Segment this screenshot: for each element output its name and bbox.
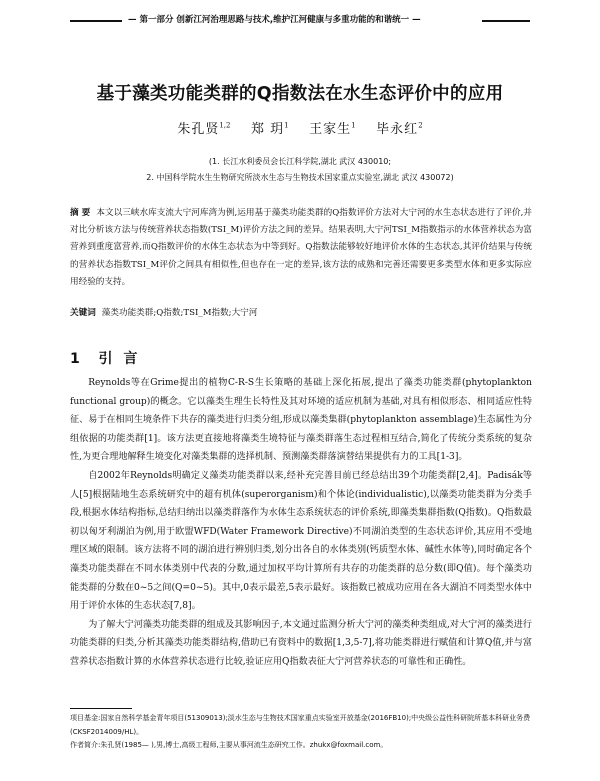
abstract-label: 摘 要: [70, 208, 91, 218]
footnotes: [70, 712, 532, 753]
footnote-funding: 项目基金:国家自然科学基金青年项目(51309013);淡水生态与生物技术国家重点实验室开放基金(2016FB10);中央级公益性科研院所基本科研业务费(CKSF2014009/HL)。: [70, 714, 531, 736]
author-list: [0, 118, 600, 137]
section-heading: [70, 348, 140, 368]
author-affiliation-mark: 1: [284, 121, 289, 130]
running-head-text: — 第一部分 创新江河治理思路与技术,维护江河健康与多重功能的和谐统一 —: [128, 15, 421, 25]
author-name: 毕永红: [376, 122, 419, 137]
paragraph: 为了解大宁河藻类功能类群的组成及其影响因子,本文通过监测分析大宁河的藻类种类组成,对大宁河的藻类进行功能类群的归类,分析其藻类功能类群结构,借助已有资料中的数据[1,3,5-7],将功能类群进行赋值和计算Q值,并与富营养状态指数计算的水体营养状态进行比较,验证应用Q指数表征大宁河营养状态的可靠性和正确性。: [70, 619, 532, 667]
running-head-rule-left: [70, 20, 122, 22]
abstract: [70, 205, 532, 291]
affiliation-line: 2. 中国科学院水生生物研究所淡水生态与生物技术国家重点实验室,湖北 武汉 430072): [146, 173, 454, 182]
author-affiliation-mark: 2: [418, 121, 423, 130]
abstract-text: 本文以三峡水库支流大宁河库湾为例,运用基于藻类功能类群的Q指数评价方法对大宁河的水生态状态进行了评价,并对比分析该方法与传统营养状态指数(TSI_M)评价方法之间的差异。结果表明,大宁河TSI_M指数指示的水体营养状态为富营养到重度富营养,而Q指数评价的水体生态状态为中等到好。Q指数法能够较好地评价水体的生态状态,其评价结果与传统的营养状态指数TSI_M评价之间具有相似性,但也存在一定的差异,该方法的成熟和完善还需要更多类型水体和更多实际应用经验的支持。: [70, 208, 532, 287]
footnote-rule: [70, 708, 132, 709]
paragraph: 自2002年Reynolds明确定义藻类功能类群以来,经补充完善目前已经总结出39个功能类群[2,4]。Padisák等人[5]根据陆地生态系统研究中的超有机体(superorganism)和个体论(individualistic),以藻类功能类群为分类手段,根据水体结构指标,总结归纳出以藻类群落作为水体生态系统状态的评价系统,即藻类集群指数(Q指数)。Q指数最初以匈牙利湖泊为例,用于欧盟WFD(Water Framework Directive)不同湖泊类型的生态状态评价,其应用不受地理区域的限制。该方法将不同的湖泊进行辨别归类,划分出各自的水体类别(钙质型水体、碱性水体等),同时确定各个藻类功能类群在不同水体类别中代表的分数,通过加权平均计算所有共存的功能类群的总分数(即Q值)。每个藻类功能类群的分数在0~5之间(Q=0~5)。其中,0表示最差,5表示最好。该指数已被成功应用在各大湖泊不同类型水体中用于评价水体的生态状态[7,8]。: [70, 470, 532, 612]
affiliation-line: (1. 长江水利委员会长江科学院,湖北 武汉 430010;: [208, 157, 392, 166]
running-head: [0, 10, 600, 32]
keywords-label: 关键词: [70, 308, 96, 318]
section-title: 引 言: [98, 351, 141, 367]
running-head-rule-right: [482, 20, 530, 22]
section-number: 1: [70, 351, 83, 367]
author-name: 郑 玥: [251, 122, 285, 137]
author-affiliation-mark: 1: [351, 121, 356, 130]
paragraph: Reynolds等在Grime提出的植物C-R-S生长策略的基础上深化拓展,提出了藻类功能类群(phytoplankton functional group)的概念。它以藻类生理生长特性及其对环境的适应机制为基础,对具有相似形态、相同适应性特征、易于在相同生境条件下共存的藻类进行归类分组,形成以藻类集群(phytoplankton assemblage)生态属性为分组依据的功能类群[1]。该方法更直接地将藻类生境特征与藻类群落生态过程相互结合,简化了传统分类系统的复杂性,为更合理地解释生境变化对藻类集群的选择机制、预测藻类群落演替结果提供有力的工具[1-3]。: [70, 378, 532, 463]
keywords: [70, 306, 532, 318]
footnote-author-bio: 作者简介:朱孔贤(1985— ),男,博士,高级工程师,主要从事河流生态研究工作。zhukx@foxmail.com。: [70, 741, 388, 749]
keywords-text: 藻类功能类群;Q指数;TSI_M指数;大宁河: [101, 308, 258, 318]
author-name: 王家生: [309, 122, 352, 137]
author-affiliation-mark: 1,2: [219, 121, 231, 130]
author-name: 朱孔贤: [177, 122, 220, 137]
paper-title: 基于藻类功能类群的Q指数法在水生态评价中的应用: [96, 84, 504, 104]
body-text: [70, 374, 532, 672]
